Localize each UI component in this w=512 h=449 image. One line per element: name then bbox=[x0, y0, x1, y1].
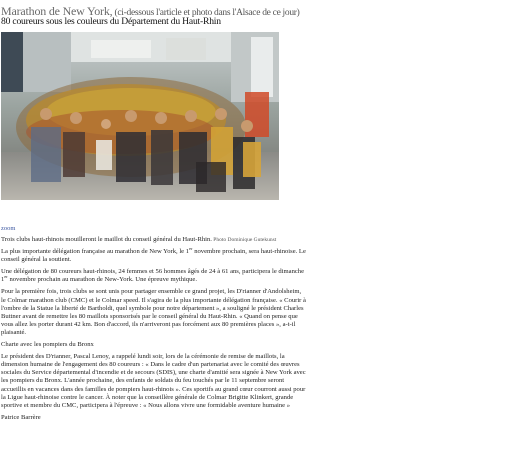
photo-caption bbox=[1, 236, 307, 244]
paragraph-delegation-text-b: novembre prochain au marathon de New-York. Une épreuve mythique. bbox=[7, 276, 198, 284]
article-subtitle: 80 coureurs sous les couleurs du Département du Haut-Rhin bbox=[1, 16, 221, 27]
paragraph-delegation bbox=[1, 268, 307, 284]
paragraph-intro-text-b: novembre prochain, sera haut-rhinoise. Le conseil général la soutient. bbox=[1, 248, 306, 264]
paragraph-clubs: Pour la première fois, trois clubs se sont unis pour partager ensemble ce grand projet, les D'rianner d'Andolsheim, le Colmar marathon club (CMC) et le Colmar speed. Il s'agira de la plus importante délégation française. « Courir à l'ombre de la Statue la liberté de Bartholdi, quel symbole pour notre département », a souligné le président Charles Buttner avant de remettre les 80 maillots sponsorisés par le conseil général du Haut-Rhin. « Quand on pense que vous allez les porter durant 42 km. Bon d'accord, ils n'arriveront pas forcément aux 80 premières places », a-t-il plaisanté. bbox=[1, 288, 306, 336]
article-author: Patrice Barrère bbox=[1, 413, 41, 421]
paragraph-pompiers: Le président des D'rianner, Pascal Lenoy, a rappelé lundi soir, lors de la cérémonie de remise de maillots, la dimension humaine de l'engagement des 80 coureurs : « Dans le cadre d'un partenariat avec le comité des œuvres sociales du Service départemental d'incendie et de secours (SDIS), une charte d'amitié sera signée à New York avec les pompiers du Bronx. L'année prochaine, des enfants de soldats du feu touchés par le 11 septembre seront accueillis en vacances dans des familles de pompiers haut-rhinois ». Ces sportifs au grand cœur courront aussi pour la Ligue haut-rhinoise contre le cancer. À noter que la conseillère générale de Colmar Brigitte Klinkert, grande sportive et membre du CMC, participera à l'épreuve : « Nous allons vivre une formidable aventure humaine » bbox=[1, 353, 306, 409]
photo-credit: Photo Dominique Gutekunst bbox=[211, 237, 277, 243]
page-title: Marathon de New York, bbox=[1, 4, 113, 18]
caption-text: Trois clubs haut-rhinois mouilleront le maillot du conseil général du Haut-Rhin. bbox=[1, 236, 212, 243]
paragraph-delegation-text-a: Une délégation de 80 coureurs haut-rhinois, 24 femmes et 56 hommes âgés de 24 à 61 ans, participera le dimanche 1 bbox=[1, 268, 305, 284]
paragraph-intro-text-a: La plus importante délégation française au marathon de New York, le 1 bbox=[1, 248, 190, 256]
ordinal-superscript: er bbox=[4, 274, 8, 280]
title-note: (ci-dessous l'article et photo dans l'Alsace de ce jour) bbox=[112, 8, 300, 18]
zoom-link[interactable]: zoom bbox=[1, 225, 16, 232]
article-body bbox=[1, 236, 307, 426]
section-heading: Charte avec les pompiers du Bronx bbox=[1, 341, 94, 349]
ordinal-superscript: er bbox=[189, 245, 193, 251]
paragraph-intro bbox=[1, 245, 307, 264]
group-photo[interactable] bbox=[1, 32, 279, 200]
